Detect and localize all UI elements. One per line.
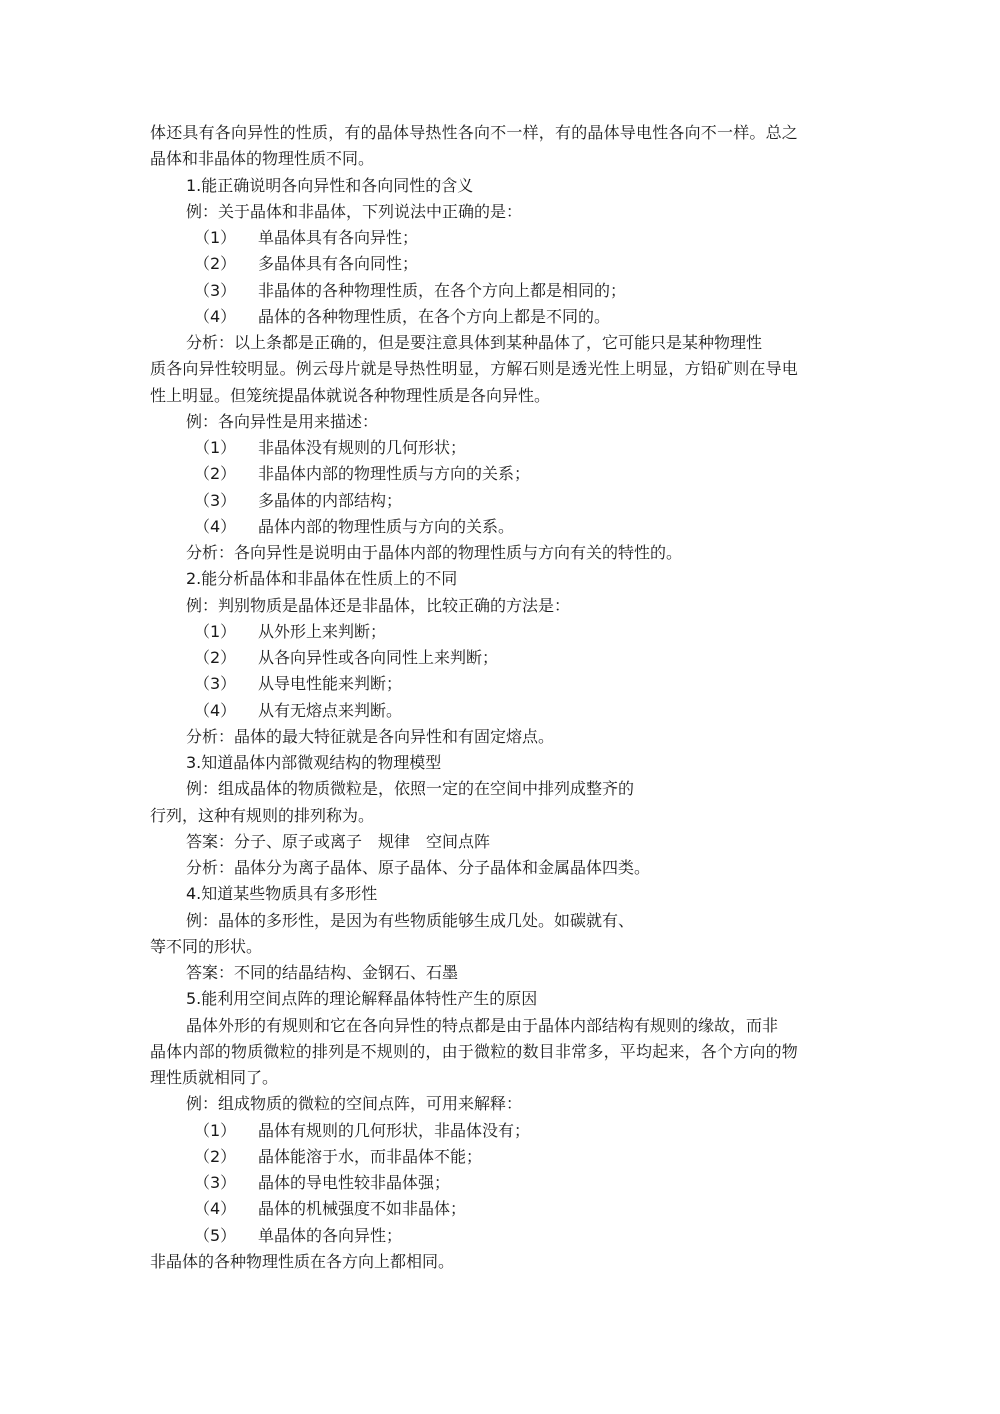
list-item xyxy=(194,671,402,697)
text-line: 晶体内部的物质微粒的排列是不规则的，由于微粒的数目非常多，平均起来，各个方向的物 xyxy=(150,1042,799,1061)
list-item xyxy=(194,251,418,277)
example-line: 例：各向异性是用来描述： xyxy=(186,412,379,431)
item-number: （2） xyxy=(194,648,237,667)
text-line: 等不同的形状。 xyxy=(150,937,263,956)
item-text: 非晶体内部的物理性质与方向的关系； xyxy=(258,464,531,483)
text-line: 晶体外形的有规则和它在各向异性的特点都是由于晶体内部结构有规则的缘故，而非 xyxy=(186,1016,779,1035)
item-text: 晶体有规则的几何形状，非晶体没有； xyxy=(258,1121,531,1140)
item-text: 非晶体的各种物理性质，在各个方向上都是相同的； xyxy=(258,281,627,300)
section-heading: 2.能分析晶体和非晶体在性质上的不同 xyxy=(186,569,458,588)
item-text: 多晶体的内部结构； xyxy=(258,491,403,510)
item-text: 晶体的机械强度不如非晶体； xyxy=(258,1199,467,1218)
item-text: 单晶体具有各向异性； xyxy=(258,228,419,247)
list-item xyxy=(194,1118,530,1144)
item-number: （3） xyxy=(194,281,237,300)
list-item xyxy=(194,461,530,487)
list-item xyxy=(194,435,466,461)
item-text: 多晶体具有各向同性； xyxy=(258,254,419,273)
example-line: 例：关于晶体和非晶体，下列说法中正确的是： xyxy=(186,202,523,221)
item-number: （2） xyxy=(194,1147,237,1166)
item-text: 从有无熔点来判断。 xyxy=(258,701,403,720)
list-item xyxy=(194,698,402,724)
item-text: 从各向异性或各向同性上来判断； xyxy=(258,648,499,667)
item-text: 单晶体的各向异性； xyxy=(258,1226,403,1245)
item-number: （5） xyxy=(194,1226,237,1245)
example-line: 例：组成物质的微粒的空间点阵，可用来解释： xyxy=(186,1094,523,1113)
item-number: （4） xyxy=(194,307,237,326)
item-text: 晶体的导电性较非晶体强； xyxy=(258,1173,451,1192)
list-item xyxy=(194,278,626,304)
item-number: （1） xyxy=(194,438,237,457)
list-item xyxy=(194,514,514,540)
item-number: （3） xyxy=(194,1173,237,1192)
list-item xyxy=(194,645,498,671)
analysis-line: 分析：晶体分为离子晶体、原子晶体、分子晶体和金属晶体四类。 xyxy=(186,858,651,877)
text-line: 质各向异性较明显。例云母片就是导热性明显，方解石则是透光性上明显，方铅矿则在导电 xyxy=(150,359,799,378)
item-number: （2） xyxy=(194,254,237,273)
list-item xyxy=(194,225,418,251)
item-number: （2） xyxy=(194,464,237,483)
text-line: 理性质就相同了。 xyxy=(150,1068,279,1087)
section-heading: 4.知道某些物质具有多形性 xyxy=(186,884,378,903)
list-item xyxy=(194,304,610,330)
list-item xyxy=(194,1223,402,1249)
item-number: （1） xyxy=(194,228,237,247)
text-line: 行列，这种有规则的排列称为。 xyxy=(150,806,375,825)
section-heading: 3.知道晶体内部微观结构的物理模型 xyxy=(186,753,442,772)
text-line: 非晶体的各种物理性质在各方向上都相同。 xyxy=(150,1252,455,1271)
item-text: 晶体能溶于水，而非晶体不能； xyxy=(258,1147,483,1166)
list-item xyxy=(194,619,386,645)
list-item xyxy=(194,488,402,514)
analysis-line: 分析：各向异性是说明由于晶体内部的物理性质与方向有关的特性的。 xyxy=(186,543,683,562)
analysis-line: 分析：晶体的最大特征就是各向异性和有固定熔点。 xyxy=(186,727,555,746)
answer-line: 答案：不同的结晶结构、金钢石、石墨 xyxy=(186,963,459,982)
item-number: （1） xyxy=(194,1121,237,1140)
example-line: 例：组成晶体的物质微粒是，依照一定的在空间中排列成整齐的 xyxy=(186,779,635,798)
text-line: 性上明显。但笼统提晶体就说各种物理性质是各向异性。 xyxy=(150,386,551,405)
answer-line: 答案：分子、原子或离子 规律 空间点阵 xyxy=(186,832,491,851)
analysis-line: 分析：以上条都是正确的，但是要注意具体到某种晶体了，它可能只是某种物理性 xyxy=(186,333,763,352)
item-number: （4） xyxy=(194,701,237,720)
list-item xyxy=(194,1196,466,1222)
item-number: （4） xyxy=(194,517,237,536)
example-line: 例：晶体的多形性，是因为有些物质能够生成几处。如碳就有、 xyxy=(186,911,635,930)
item-text: 晶体的各种物理性质，在各个方向上都是不同的。 xyxy=(258,307,611,326)
item-text: 晶体内部的物理性质与方向的关系。 xyxy=(258,517,515,536)
item-number: （4） xyxy=(194,1199,237,1218)
section-heading: 5.能利用空间点阵的理论解释晶体特性产生的原因 xyxy=(186,989,538,1008)
item-text: 非晶体没有规则的几何形状； xyxy=(258,438,467,457)
list-item xyxy=(194,1170,450,1196)
text-line: 体还具有各向异性的性质，有的晶体导热性各向不一样，有的晶体导电性各向不一样。总之 xyxy=(150,123,799,142)
item-number: （3） xyxy=(194,674,237,693)
example-line: 例：判别物质是晶体还是非晶体，比较正确的方法是： xyxy=(186,596,571,615)
item-number: （3） xyxy=(194,491,237,510)
item-text: 从外形上来判断； xyxy=(258,622,387,641)
item-number: （1） xyxy=(194,622,237,641)
text-line: 晶体和非晶体的物理性质不同。 xyxy=(150,149,375,168)
section-heading: 1.能正确说明各向异性和各向同性的含义 xyxy=(186,176,474,195)
item-text: 从导电性能来判断； xyxy=(258,674,403,693)
list-item xyxy=(194,1144,482,1170)
